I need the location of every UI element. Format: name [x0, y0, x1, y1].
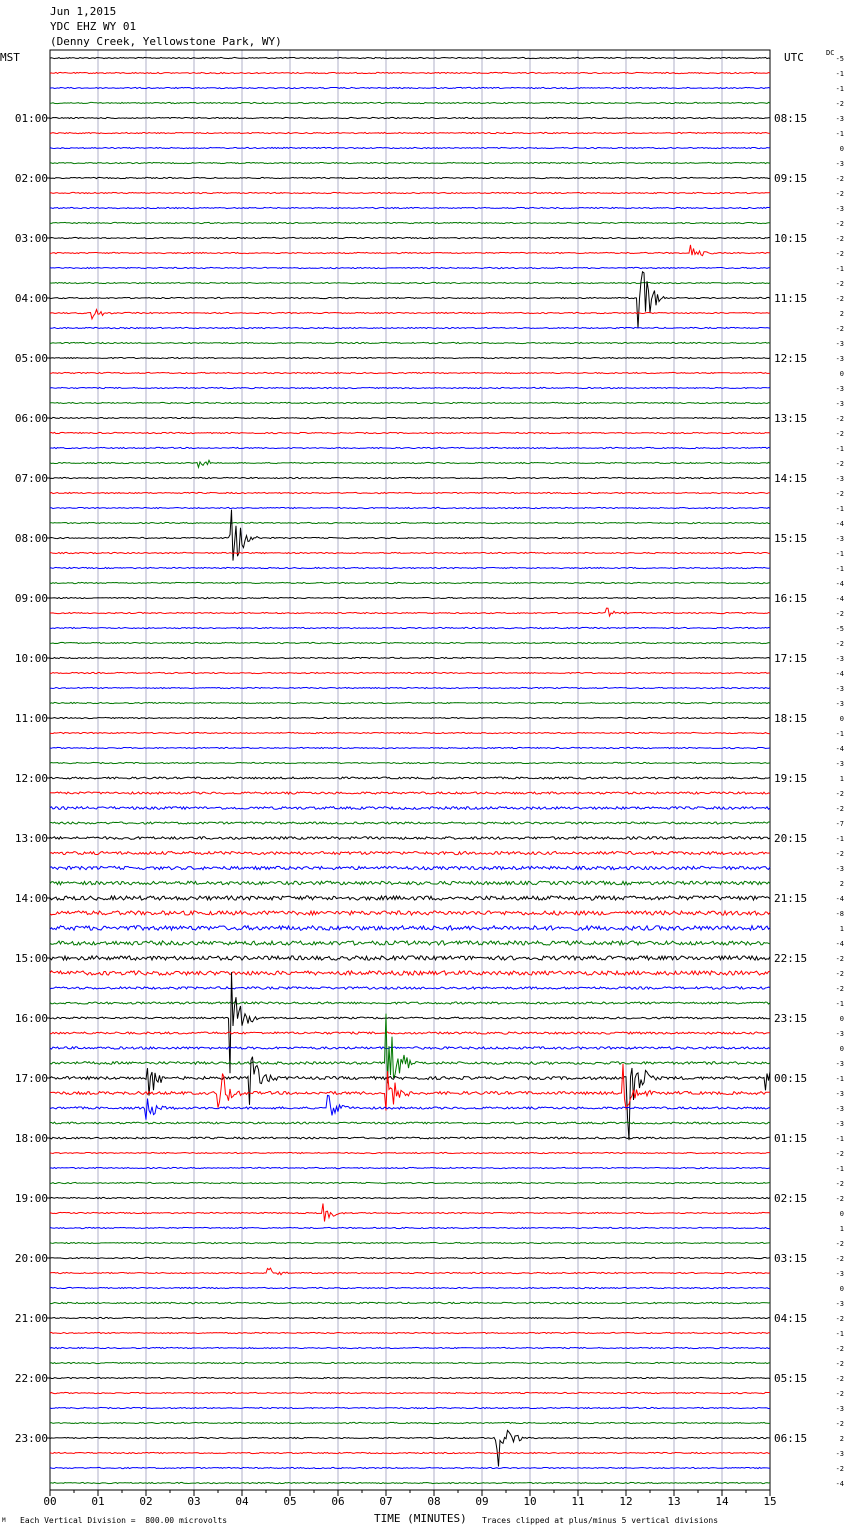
hour-label-utc: 09:15	[774, 172, 808, 185]
dc-offset-value: -2	[835, 1465, 844, 1473]
trace-line	[50, 387, 770, 388]
dc-offset-value: -2	[835, 1375, 844, 1383]
x-tick-label: 11	[571, 1495, 585, 1508]
dc-offset-value: -1	[835, 1000, 844, 1008]
trace-line	[50, 552, 770, 553]
trace-line	[50, 310, 770, 319]
trace-line	[50, 1197, 770, 1198]
record-date: Jun 1,2015	[50, 5, 117, 18]
hour-label-mst: 12:00	[14, 772, 48, 785]
hour-label-utc: 10:15	[774, 232, 808, 245]
dc-offset-value: -3	[835, 1120, 844, 1128]
hour-label-utc: 14:15	[774, 472, 808, 485]
corner-mark: M	[2, 1517, 6, 1524]
dc-offset-value: -4	[835, 520, 844, 528]
dc-offset-value: 1	[839, 1225, 844, 1233]
hour-label-utc: 02:15	[774, 1192, 808, 1205]
x-tick-label: 10	[523, 1495, 537, 1508]
trace-line	[50, 1407, 770, 1408]
hour-label-mst: 02:00	[14, 172, 48, 185]
trace-line	[50, 762, 770, 763]
trace-line	[50, 417, 770, 418]
x-tick-label: 06	[331, 1495, 345, 1508]
hour-label-utc: 16:15	[774, 592, 808, 605]
dc-offset-value: -3	[835, 865, 844, 873]
trace-line	[50, 881, 770, 885]
dc-offset-value: -7	[835, 820, 844, 828]
hour-label-utc: 08:15	[774, 112, 808, 125]
hour-label-utc: 04:15	[774, 1312, 808, 1325]
dc-offset-value: -2	[835, 1240, 844, 1248]
hour-label-mst: 15:00	[14, 952, 48, 965]
dc-offset-value: -3	[835, 1030, 844, 1038]
trace-line	[50, 608, 770, 616]
station-location: (Denny Creek, Yellowstone Park, WY)	[50, 35, 282, 48]
trace-line	[50, 627, 770, 628]
dc-offset-value: -2	[835, 850, 844, 858]
hour-label-mst: 03:00	[14, 232, 48, 245]
dc-offset-value: -4	[835, 745, 844, 753]
x-tick-label: 15	[763, 1495, 777, 1508]
dc-offset-value: 1	[839, 775, 844, 783]
hour-label-utc: 21:15	[774, 892, 808, 905]
trace-line	[50, 1392, 770, 1393]
dc-offset-value: 2	[839, 1435, 844, 1443]
station-code: YDC EHZ WY 01	[50, 20, 137, 33]
trace-line	[50, 747, 770, 748]
hour-label-mst: 08:00	[14, 532, 48, 545]
dc-offset-value: -1	[835, 85, 844, 93]
dc-offset-value: -4	[835, 940, 844, 948]
dc-offset-value: -1	[835, 1165, 844, 1173]
dc-offset-value: -1	[835, 70, 844, 78]
trace-line	[50, 1152, 770, 1153]
trace-line	[50, 192, 770, 193]
dc-offset-value: -2	[835, 1345, 844, 1353]
trace-line	[50, 477, 770, 478]
hour-label-utc: 03:15	[774, 1252, 808, 1265]
dc-offset-value: -2	[835, 1180, 844, 1188]
dc-offset-value: -1	[835, 550, 844, 558]
dc-offset-value: -2	[835, 640, 844, 648]
dc-offset-value: -1	[835, 1330, 844, 1338]
dc-offset-value: -2	[835, 190, 844, 198]
dc-offset-value: -2	[835, 985, 844, 993]
trace-line	[50, 357, 770, 358]
trace-line	[50, 807, 770, 810]
trace-line	[50, 1057, 770, 1140]
dc-offset-value: -2	[835, 1195, 844, 1203]
x-tick-label: 03	[187, 1495, 201, 1508]
trace-line	[50, 792, 770, 794]
trace-line	[50, 582, 770, 583]
dc-offset-value: 2	[839, 880, 844, 888]
trace-line	[50, 1332, 770, 1333]
dc-offset-value: -8	[835, 910, 844, 918]
dc-offset-value: -3	[835, 1060, 844, 1068]
dc-offset-value: -3	[835, 400, 844, 408]
hour-label-utc: 19:15	[774, 772, 808, 785]
left-timezone-label: MST	[0, 51, 20, 64]
trace-line	[50, 1317, 770, 1318]
trace-line	[50, 1242, 770, 1243]
trace-line	[50, 492, 770, 493]
trace-line	[50, 57, 770, 58]
trace-line	[50, 1362, 770, 1363]
dc-offset-value: -3	[835, 385, 844, 393]
trace-line	[50, 1002, 770, 1004]
scale-note: Each Vertical Division = 800.00 microvolts	[20, 1516, 228, 1525]
trace-line	[50, 1422, 770, 1423]
dc-offset-value: -2	[835, 1420, 844, 1428]
dc-offset-value: -4	[835, 895, 844, 903]
dc-offset-value: -3	[835, 205, 844, 213]
x-tick-label: 14	[715, 1495, 729, 1508]
trace-line	[50, 132, 770, 133]
trace-line	[50, 1032, 770, 1034]
dc-offset-value: 0	[839, 1045, 844, 1053]
hour-label-utc: 12:15	[774, 352, 808, 365]
trace-line	[50, 1014, 770, 1084]
dc-offset-value: -3	[835, 1090, 844, 1098]
dc-offset-value: 0	[839, 370, 844, 378]
hour-label-mst: 01:00	[14, 112, 48, 125]
hour-label-mst: 16:00	[14, 1012, 48, 1025]
dc-offset-value: -5	[835, 625, 844, 633]
dc-offset-value: -3	[835, 355, 844, 363]
dc-offset-value: -3	[835, 1270, 844, 1278]
hour-label-utc: 05:15	[774, 1372, 808, 1385]
trace-line	[50, 237, 770, 238]
x-tick-label: 07	[379, 1495, 393, 1508]
dc-offset-value: -1	[835, 1075, 844, 1083]
trace-line	[50, 1452, 770, 1453]
hour-label-utc: 15:15	[774, 532, 808, 545]
dc-offset-value: -2	[835, 790, 844, 798]
trace-line	[50, 1430, 770, 1466]
hour-label-utc: 01:15	[774, 1132, 808, 1145]
hour-label-utc: 06:15	[774, 1432, 808, 1445]
hour-label-mst: 19:00	[14, 1192, 48, 1205]
trace-line	[50, 432, 770, 433]
hour-label-mst: 20:00	[14, 1252, 48, 1265]
trace-line	[50, 507, 770, 508]
hour-label-mst: 23:00	[14, 1432, 48, 1445]
dc-offset-value: 1	[839, 925, 844, 933]
trace-line	[50, 1302, 770, 1303]
dc-offset-value: -2	[835, 1150, 844, 1158]
trace-line	[50, 1347, 770, 1348]
trace-line	[50, 1257, 770, 1258]
trace-line	[50, 1227, 770, 1228]
trace-line	[50, 267, 770, 268]
trace-line	[50, 896, 770, 900]
dc-offset-value: -2	[835, 460, 844, 468]
trace-line	[50, 402, 770, 403]
trace-line	[50, 971, 770, 975]
trace-line	[50, 852, 770, 855]
trace-line	[50, 1287, 770, 1288]
trace-line	[50, 222, 770, 223]
hour-label-mst: 09:00	[14, 592, 48, 605]
hour-label-mst: 22:00	[14, 1372, 48, 1385]
trace-line	[50, 245, 770, 256]
trace-line	[50, 282, 770, 283]
dc-offset-value: -3	[835, 475, 844, 483]
x-tick-label: 13	[667, 1495, 681, 1508]
dc-offset-value: -3	[835, 700, 844, 708]
x-tick-label: 01	[91, 1495, 105, 1508]
trace-line	[50, 597, 770, 598]
x-tick-label: 02	[139, 1495, 153, 1508]
x-axis-title: TIME (MINUTES)	[374, 1512, 467, 1525]
dc-offset-value: 0	[839, 145, 844, 153]
hour-label-utc: 13:15	[774, 412, 808, 425]
x-tick-label: 09	[475, 1495, 489, 1508]
x-tick-label: 12	[619, 1495, 633, 1508]
trace-line	[50, 342, 770, 343]
dc-offset-value: -2	[835, 1360, 844, 1368]
x-tick-label: 04	[235, 1495, 249, 1508]
trace-line	[50, 177, 770, 178]
trace-line	[50, 72, 770, 73]
trace-line	[50, 102, 770, 103]
trace-line	[50, 1064, 770, 1111]
trace-line	[50, 1377, 770, 1378]
dc-offset-value: -1	[835, 445, 844, 453]
right-timezone-label: UTC	[784, 51, 804, 64]
trace-line	[50, 926, 770, 931]
dc-offset-value: -2	[835, 430, 844, 438]
trace-line	[50, 1137, 770, 1139]
trace-line	[50, 1268, 770, 1275]
trace-line	[50, 1204, 770, 1222]
hour-label-utc: 11:15	[774, 292, 808, 305]
hour-label-mst: 14:00	[14, 892, 48, 905]
dc-offset-value: -2	[835, 1390, 844, 1398]
dc-offset-value: 0	[839, 1285, 844, 1293]
hour-label-mst: 17:00	[14, 1072, 48, 1085]
trace-line	[50, 567, 770, 568]
dc-offset-value: -2	[835, 235, 844, 243]
trace-line	[50, 1482, 770, 1483]
trace-line	[50, 147, 770, 148]
dc-offset-value: -2	[835, 1255, 844, 1263]
hour-label-mst: 13:00	[14, 832, 48, 845]
dc-offset-value: -2	[835, 175, 844, 183]
trace-line	[50, 1122, 770, 1124]
hour-label-mst: 07:00	[14, 472, 48, 485]
dc-offset-value: -4	[835, 595, 844, 603]
trace-line	[50, 866, 770, 869]
hour-label-mst: 04:00	[14, 292, 48, 305]
dc-offset-value: -4	[835, 670, 844, 678]
trace-line	[50, 687, 770, 688]
dc-offset-value: -2	[835, 970, 844, 978]
trace-line	[50, 117, 770, 118]
trace-line	[50, 372, 770, 373]
trace-line	[50, 702, 770, 703]
trace-line	[50, 717, 770, 718]
trace-line	[50, 642, 770, 643]
dc-offset-value: -4	[835, 1480, 844, 1488]
trace-line	[50, 1047, 770, 1049]
dc-offset-value: 0	[839, 1210, 844, 1218]
dc-offset-value: 2	[839, 310, 844, 318]
dc-offset-value: -3	[835, 535, 844, 543]
dc-offset-value: -1	[835, 565, 844, 573]
trace-line	[50, 941, 770, 945]
hour-label-mst: 05:00	[14, 352, 48, 365]
hour-label-utc: 00:15	[774, 1072, 808, 1085]
trace-line	[50, 87, 770, 88]
trace-line	[50, 327, 770, 328]
dc-offset-value: -3	[835, 115, 844, 123]
hour-label-utc: 17:15	[774, 652, 808, 665]
trace-line	[50, 207, 770, 208]
hour-label-utc: 18:15	[774, 712, 808, 725]
dc-offset-value: -1	[835, 730, 844, 738]
trace-line	[50, 987, 770, 989]
dc-offset-value: -3	[835, 685, 844, 693]
trace-line	[50, 956, 770, 960]
trace-line	[50, 1182, 770, 1183]
x-tick-label: 08	[427, 1495, 441, 1508]
hour-label-mst: 11:00	[14, 712, 48, 725]
dc-offset-value: -2	[835, 955, 844, 963]
dc-offset-value: -2	[835, 490, 844, 498]
dc-offset-value: -1	[835, 1135, 844, 1143]
dc-offset-value: -3	[835, 1450, 844, 1458]
dc-offset-value: -4	[835, 580, 844, 588]
dc-offset-value: -2	[835, 100, 844, 108]
trace-line	[50, 272, 770, 329]
dc-offset-value: -1	[835, 265, 844, 273]
hour-label-mst: 18:00	[14, 1132, 48, 1145]
dc-offset-value: -3	[835, 1300, 844, 1308]
dc-offset-value: -2	[835, 280, 844, 288]
dc-offset-value: -2	[835, 610, 844, 618]
dc-offset-value: -2	[835, 220, 844, 228]
trace-line	[50, 1467, 770, 1468]
trace-line	[50, 1095, 770, 1119]
dc-offset-value: -3	[835, 655, 844, 663]
hour-label-utc: 23:15	[774, 1012, 808, 1025]
dc-offset-value: -2	[835, 1315, 844, 1323]
dc-offset-value: -1	[835, 130, 844, 138]
dc-offset-value: -2	[835, 325, 844, 333]
trace-line	[50, 911, 770, 915]
dc-offset-value: -5	[835, 55, 844, 63]
hour-label-mst: 06:00	[14, 412, 48, 425]
dc-offset-value: -2	[835, 805, 844, 813]
trace-line	[50, 822, 770, 824]
dc-offset-value: -1	[835, 505, 844, 513]
x-tick-label: 00	[43, 1495, 57, 1508]
dc-offset-header: DC	[826, 49, 835, 57]
dc-offset-value: -3	[835, 340, 844, 348]
dc-offset-value: -3	[835, 1105, 844, 1113]
hour-label-mst: 21:00	[14, 1312, 48, 1325]
dc-offset-value: -3	[835, 160, 844, 168]
dc-offset-value: -2	[835, 250, 844, 258]
trace-line	[50, 672, 770, 673]
trace-line	[50, 657, 770, 658]
trace-line	[50, 522, 770, 523]
trace-line	[50, 162, 770, 163]
hour-label-utc: 20:15	[774, 832, 808, 845]
dc-offset-value: 0	[839, 1015, 844, 1023]
trace-line	[50, 732, 770, 733]
clip-note: Traces clipped at plus/minus 5 vertical divisions	[482, 1516, 719, 1525]
dc-offset-value: -3	[835, 760, 844, 768]
trace-line	[50, 777, 770, 779]
dc-offset-value: 0	[839, 715, 844, 723]
trace-line	[50, 447, 770, 448]
hour-label-mst: 10:00	[14, 652, 48, 665]
dc-offset-value: -3	[835, 1405, 844, 1413]
dc-offset-value: -2	[835, 415, 844, 423]
x-tick-label: 05	[283, 1495, 297, 1508]
hour-label-utc: 22:15	[774, 952, 808, 965]
trace-line	[50, 837, 770, 840]
dc-offset-value: -1	[835, 835, 844, 843]
trace-line	[50, 1167, 770, 1168]
dc-offset-value: -2	[835, 295, 844, 303]
trace-line	[50, 460, 770, 467]
